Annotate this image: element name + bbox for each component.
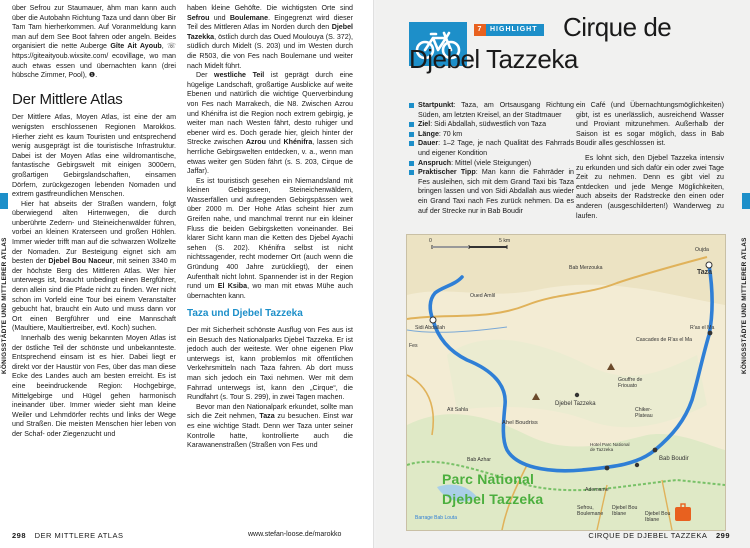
map-label-oued-amlil: Oued Amlil <box>470 293 496 299</box>
map-label-chiker: Chiker-Plateau <box>635 407 653 419</box>
map-label-bab-azhar: Bab Azhar <box>467 457 491 463</box>
place-el-ksiba: El Ksiba <box>217 282 248 291</box>
left-footer <box>12 531 364 540</box>
chapter-side-label: KÖNIGSSTÄDTE UND MITTLERER ATLAS <box>1 237 8 374</box>
map-label-hotel: Hotel Parc National de Tazzeka <box>590 442 630 452</box>
park-name-line2: Djebel Tazzeka <box>442 491 544 507</box>
right-column-2 <box>576 101 724 221</box>
right-page <box>376 0 750 548</box>
map-label-ait-sahla: Aït Sahla <box>447 407 469 413</box>
highlight-label: HIGHLIGHT <box>490 26 538 33</box>
paragraph: Innerhalb des wenig bekannten Moyen Atlas ist der östliche Teil der schönste und unbekannteste. Entsprechend einsam ist es hier. Dabei liegt er direkt vor der Haustür von Fes, über das man diese Ecke des Landes auch am besten erreicht. Es ist eine beeindruckende Region: Hochgebirge, Mittelgebirge und Hügel gehen harmonisch ineinander über. Immer wieder sieht man kleine Weiler und Lehmdörfer rechts und links der Wege und Straßen. Die meisten Menschen hier leben von der Schaf- oder Ziegenzucht und <box>12 334 176 438</box>
subsection-heading: Taza und Djebel Tazzeka <box>187 308 303 320</box>
western-part: westliche Teil <box>214 71 265 80</box>
chapter-side-label: KÖNIGSSTÄDTE UND MITTLERER ATLAS <box>741 237 748 374</box>
map-label-ahel-boudriss: Ahel Boudriss <box>502 420 538 426</box>
tour-title-line2: Djebel Tazzeka <box>409 44 578 74</box>
scale-zero: 0 <box>429 238 432 244</box>
paragraph: Der westliche Teil ist geprägt durch eine hügelige Landschaft, großartige Ausblicke auf weite Ebenen und natürlich die wichtige Querverbindung von Fes nach Marrakech, die N8. Zwischen Azrou und Khénifra ist die Region noch extrem gebirgig, je weiter man nach Westen fährt, desto ruhiger und ebener wird es. Doch gerade hier, gleich hinter der Strecke zwischen Azrou und Khénifra, lassen sich herrliche Gebirgswelten entdecken, v. a., wenn man etwas weiter gen Süden fährt (s. S. 203, Cirque de Jaffar). <box>187 71 353 176</box>
map-label-taza: Taza <box>697 269 713 276</box>
map-label-djebel-bou-iblane: Djebel Bou Iblane <box>612 505 638 517</box>
intro-text: über Sefrou zur Staumauer, ähm man kann auch über die Autobahn Richtung Taza und dann über Bir Tam Tam hierherkommen. Auf Voranmeldung kann man auf dem See Boot fahren oder angeln. Beides organisiert die nette Auberge <box>12 4 176 51</box>
paragraph: ein Café (und Übernachtungsmöglichkeiten) gibt, ist es unerlässlich, ausreichend Wasser und Proviant mitzunehmen. Außerhalb der Saison ist es sogar möglich, dass in Bab Boudir alles geschlossen ist. <box>576 101 724 148</box>
place-boulemane: Boulemane <box>229 13 269 22</box>
running-title: DER MITTLERE ATLAS <box>34 531 124 540</box>
info-difficulty: Anspruch: Mittel (viele Steigungen) <box>409 159 574 169</box>
map-label-bab-boudir: Bab Boudir <box>659 456 689 462</box>
map-label-oujda: Oujda <box>695 247 709 253</box>
route-map <box>406 234 726 531</box>
gite-name: Gîte Ait Ayoub <box>110 42 162 51</box>
paragraph: Es ist touristisch gesehen ein Niemandsland mit kleinen Gebirgsseen, Steineichenwäldern, Wasserfällen und aufregenden Gebirgspässen weit über 2000 m. Der Hohe Atlas scheint hier zum Greifen nahe, und manchmal trennt nur ein kleiner Fluss die beiden Gebirgsketten voneinander. Bei klarer Sicht kann man die Ketten des Djebel Ayachi sehen (S. 202). Khénifra selbst ist nicht nichtssagender, recht moderner Ort (auch wenn die Gründung 400 Jahre zurückliegt), der einen Aufenthalt nicht lohnt. Spannender ist in der Region rund um El Ksiba, wo man mit etwas Mühe auch übernachten kann. <box>187 176 353 300</box>
map-label-ras-el-ma: R'as el Ma <box>690 325 715 331</box>
paragraph: Es lohnt sich, den Djebel Tazzeka intensiv zu erkunden und sich dafür ein oder zwei Tage Zeit zu nehmen. Denn es gibt viel zu entdecken und jede Menge Möglichkeiten, auch abseits der Radstrecke den einen oder anderen (ausgeschilderten!) Wanderweg zu laufen. <box>576 153 724 220</box>
map-label-gouffre: Gouffre de Friouato <box>618 377 643 389</box>
suitcase-icon <box>675 507 691 521</box>
map-label-djebel-bou-iblane-2: Djebel Bou Iblane <box>645 511 671 523</box>
paragraph: Hier hat abseits der Straßen wandern, folgt überwiegend alten Hirtenwegen, die durch unberührte Zedern- und Steineichenwälder führen, vorbei an kleinen Kraterseen und großen Höhlen. Immer wieder trifft man auf die schwarzen Wollzelte der Nomaden. Zur Besteigung eignet sich am besten der Djebel Bou Naceur, mit seinen 3340 m der höchste Berg des Mittleren Atlas. Wer hier unterwegs ist, braucht unbedingt einen Bergführer, denn allein sind die Pfade nicht zu finden. Wer nicht schon im Vorfeld eine Tour bei einem Veranstalter gebucht hat, braucht ein Auto und muss dann vor Ort einen Bergführer und eine Mannschaft (Maultiere, Maultiertreiber, evtl. Koch) suchen. <box>12 199 176 333</box>
paragraph: Der mit Sicherheit schönste Ausflug von Fes aus ist ein Besuch des Nationalparks Djebel Tazzeka. Er ist jedoch auch der weiteste. Wer ohne eigenen Pkw unterwegs ist, kann problemlos mit öffentlichen Verkehrsmitteln nach Taza fahren. Ab dort muss man sich jedoch ein Taxi nehmen. Wer mit dem Fahrrad unterwegs ist, kann den „Cirque“, die Rundfahrt (s. Tour S. 299), in zwei Tagen machen. <box>187 326 353 402</box>
place-sefrou: Sefrou <box>187 13 210 22</box>
highlight-badge <box>474 24 544 36</box>
info-duration: Dauer: 1–2 Tage, je nach Qualität des Fahrrads und eigener Kondition <box>409 139 574 158</box>
right-footer <box>588 531 730 540</box>
map-label-ademame: Ademame <box>585 487 609 493</box>
left-column-2: haben kleine Gehöfte. Die wichtigsten Orte sind Sefrou und Boulemane. Eingegrenzt wird dieser Teil des Mittleren Atlas im Norden durch den Djebel Tazekka, östlich durch das Oued Moulouya (S. 372), südlich durch Midelt (S. 203) und im Westen durch die R503, die von Fes nach Boulemane und weiter nach Midelt führt. Der westliche Teil ist geprägt durch eine hügelige Landschaft, großartige Ausblicke auf weite Ebenen und natürlich die wichtige Querverbindung von Fes nach Marrakech, die N8. Zwischen Azrou und Khénifra ist die Region noch extrem gebirgig, je weiter man nach Westen fährt, desto ruhiger und ebener wird es. Doch gerade hier, gleich hinter der Strecke zwischen Azrou und Khénifra, lassen sich herrliche Gebirgswelten entdecken, v. a., wenn man etwas weiter gen Süden fährt (s. S. 203, Cirque de Jaffar). Es ist touristisch gesehen ein Niemandsland mit kleinen Gebirgsseen, Steineichenwäldern, Wasserfällen und aufregenden Gebirgspässen weit über 2000 m. Der Hohe Atlas scheint hier zum Greifen nahe, und manchmal trennt nur ein kleiner Fluss die beiden Gebirgsketten voneinander. Bei klarer Sicht kann man die Ketten des Djebel Ayachi sehen (S. 202). Khénifra selbst ist nicht nichtssagender, recht moderner Ort (auch wenn die Gründung 400 Jahre zurückliegt), der einen Aufenthalt nicht lohnt. Spannender ist in der Region rund um El Ksiba, wo man mit etwas Mühe auch übernachten kann. Taza und Djebel Tazzeka Der mit Sicherheit schönste Ausflug von Fes aus ist ein Besuch des Nationalparks Djebel Tazzeka. Er ist jedoch auch der weiteste. Wer ohne eigenen Pkw unterwegs ist, kann problemlos mit öffentlichen Verkehrsmitteln nach Taza fahren. Ab dort muss man sich jedoch ein Taxi nehmen. Wer mit dem Fahrrad unterwegs ist, kann den „Cirque“, die Rundfahrt (s. Tour S. 299), in zwei Tagen machen. Bevor man den Nationalpark erkundet, sollte man sich die Zeit nehmen, Taza zu besuchen. Einst war es eine wichtige Stadt. Denn wer Taza unter seiner Kontrolle hatte, kontrollierte auch die Karawanenstraßen (Straßen von Fes und <box>187 4 353 450</box>
peak-name: Djebel Bou Naceur <box>48 257 113 266</box>
map-label-djebel-tazzeka: Djebel Tazzeka <box>555 401 596 407</box>
park-name-line1: Parc National <box>442 471 535 487</box>
place-khenifra: Khénifra <box>283 138 313 147</box>
map-label-sidi-abdallah: Sidi Abdallah <box>415 325 445 331</box>
page-number: 299 <box>715 531 730 540</box>
map-label-cascades: Cascades de R'as el Ma <box>636 337 693 343</box>
website-url: www.stefan-loose.de/marokko <box>248 531 342 538</box>
info-goal: Ziel: Sidi Abdallah, südwestlich von Taza <box>409 120 574 130</box>
left-page <box>0 0 374 548</box>
paragraph: Bevor man den Nationalpark erkundet, sollte man sich die Zeit nehmen, Taza zu besuchen. Einst war es eine wichtige Stadt. Denn wer Taza unter seiner Kontrolle hatte, kontrollierte auch die Karawanenstraßen (Straßen von Fes und <box>187 402 353 450</box>
chapter-tab <box>0 193 8 209</box>
place-taza: Taza <box>259 412 275 421</box>
info-tip: Praktischer Tipp: Man kann die Fahrräder in Fes ausleihen, sich mit dem Grand Taxi bis Taza bringen lassen und von Sidi Abdallah aus wieder ein Grand Taxi nach Fes zurück nehmen. Da es auf der Strecke nur in Bab Boudir <box>409 168 574 216</box>
left-column-1 <box>12 4 176 440</box>
map-label-bab-merzouka: Bab Merzouka <box>569 265 603 271</box>
map-label-barrage: Barrage Bab Louta <box>415 515 457 521</box>
tour-info-box <box>409 101 574 216</box>
scale-5km: 5 km <box>499 238 511 244</box>
intro-tail: , ☏ https://giteaityoub.wixsite.com/ ecovillage, wo man auch etwas essen und übernachten kann (drei hübsche Zimmer, Pool), ❶. <box>12 42 176 80</box>
highlight-number: 7 <box>474 24 486 36</box>
running-title: CIRQUE DE DJEBEL TAZZEKA <box>588 531 708 540</box>
page-number: 298 <box>12 531 27 540</box>
map-label-sefrou-boulemane: Sefrou, Boulemane <box>577 505 604 517</box>
place-djebel-tazekka: Djebel Tazekka <box>187 23 353 41</box>
map-label-fes: Fes <box>409 343 418 349</box>
place-azrou: Azrou <box>245 138 266 147</box>
section-heading: Der Mittlere Atlas <box>12 90 123 108</box>
paragraph: Der Mittlere Atlas, Moyen Atlas, ist eine der am wenigsten erschlossenen Regionen Marokkos. Hierher zieht es kaum Touristen und entsprechend wenig ausgeprägt ist die touristische Infrastruktur. Dabei ist der Moyen Atlas eine wildromantische, fantastische Gebirgswelt mit einigen 3000ern, großartigen Gebirgslandschaften, einsamen Dörfern, zurückgezogen lebenden Nomaden und extrem gastfreundlichen Menschen. <box>12 113 176 199</box>
info-length: Länge: 70 km <box>409 130 574 140</box>
info-start: Startpunkt: Taza, am Ortsausgang Richtung Süden, am letzten Kreisel, an der Stadtmauer <box>409 101 574 120</box>
tour-title-line1: Cirque de <box>563 12 672 42</box>
chapter-tab <box>742 193 750 209</box>
